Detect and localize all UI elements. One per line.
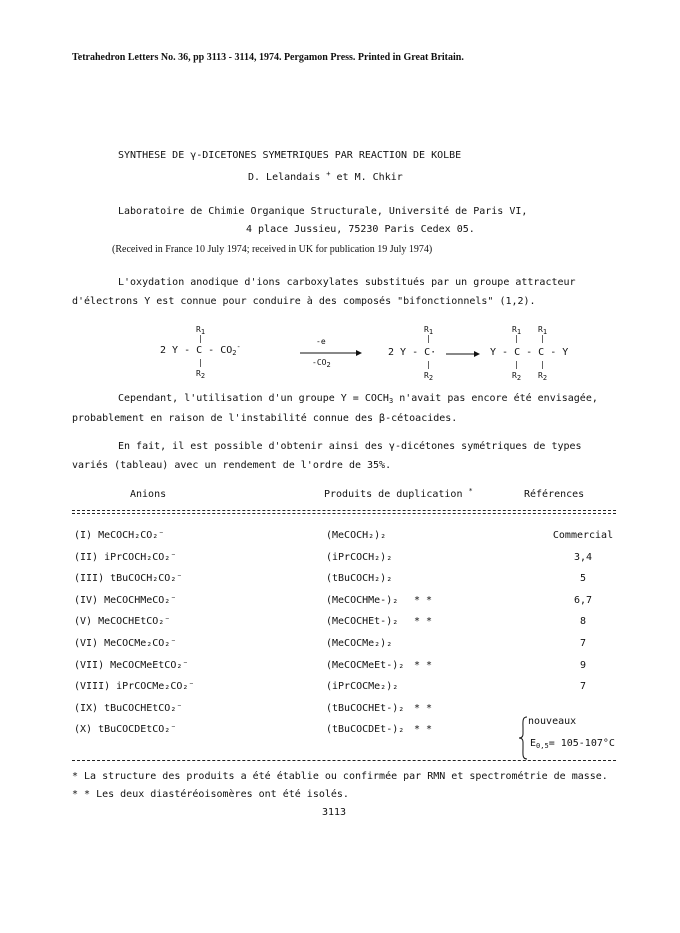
cell-anion: (VII) MeCOCMeEtCO₂⁻ (74, 659, 189, 671)
cell-product: (tBuCOCH₂)₂ (326, 573, 393, 585)
authors (248, 172, 403, 183)
r1-label-d: $R_1$ (538, 325, 548, 336)
r1-label-a: $R_1$ (196, 325, 206, 336)
cell-product: (MeCOCMeEt-)₂ (326, 659, 405, 671)
para3-line2: variés (tableau) avec un rendement de l'ordre de 35%. (72, 460, 392, 471)
bond-up-d: | (540, 334, 545, 343)
cell-product: (MeCOCHMe-)₂ (326, 594, 399, 606)
cell-product: (iPrCOCH₂)₂ (326, 551, 393, 563)
para2-line1: Cependant, l'utilisation d'un groupe $Y = COCH_3$ n'avait pas encore été envisagée, (118, 393, 598, 405)
author-2: et M. Chkir (336, 172, 403, 183)
bond-up-c: | (514, 334, 519, 343)
table-row (74, 660, 614, 680)
arrow-top-label: -e (316, 337, 326, 346)
brace-note-new: nouveaux (528, 716, 577, 727)
table-row (74, 573, 614, 593)
cell-mark: * * (414, 724, 433, 736)
cell-reference: 7 (579, 681, 587, 693)
footnote-2: * * Les deux diastéréoisomères ont été isolés. (72, 789, 349, 800)
r2-label-c: $R_2$ (512, 371, 522, 382)
cell-reference: 5 (579, 573, 587, 585)
bond-down-c: | (514, 360, 519, 369)
cell-product: (iPrCOCMe₂)₂ (326, 681, 399, 693)
author-mark: + (326, 170, 331, 178)
table-rule-bottom (72, 760, 616, 761)
page-number: 3113 (322, 807, 347, 818)
table-row (74, 616, 614, 636)
cell-mark: * * (414, 659, 433, 671)
bond-down-b: | (426, 360, 431, 369)
cell-reference: 8 (579, 616, 587, 628)
para1-line1: L'oxydation anodique d'ions carboxylates substitués par un groupe attracteur (118, 277, 576, 288)
r2-label-a: $R_2$ (196, 369, 206, 380)
reaction-arrow (300, 349, 362, 357)
table-row (74, 681, 614, 701)
bond-down-a: | (198, 358, 203, 367)
table-row (74, 595, 614, 615)
cell-anion: (I) MeCOCH₂CO₂⁻ (74, 530, 165, 541)
para3-line1: En fait, il est possible d'obtenir ainsi des γ-dicétones symétriques de types (118, 441, 582, 452)
affiliation-line-2: 4 place Jussieu, 75230 Paris Cedex 05. (246, 224, 475, 235)
cell-anion: (VIII) iPrCOCMe₂CO₂⁻ (74, 681, 195, 693)
para1-line2: d'électrons Y est connue pour conduire à des composés "bifonctionnels" (1,2). (72, 296, 536, 307)
cell-reference: Commercial (552, 530, 614, 541)
cell-anion: (IV) MeCOCHMeCO₂⁻ (74, 594, 177, 606)
r2-label-b: $R_2$ (424, 371, 434, 382)
received-line: (Received in France 10 July 1974; received in UK for publication 19 July 1974) (112, 244, 433, 255)
brace-note-bp: $E_{0,5}= 105-107^\circ C$ (530, 738, 615, 750)
radical-formula: 2 Y - C· (388, 347, 437, 358)
cell-reference: 6,7 (573, 594, 593, 606)
cell-product: (tBuCOCDEt-)₂ (326, 724, 405, 736)
cell-reference: 3,4 (573, 551, 593, 563)
paper-title: SYNTHESE DE γ-DICETONES SYMETRIQUES PAR REACTION DE KOLBE (118, 150, 462, 161)
cell-anion: (III) tBuCOCH₂CO₂⁻ (74, 573, 183, 585)
para2-line2: probablement en raison de l'instabilité connue des β-cétoacides. (72, 413, 458, 424)
col-header-references: Références (524, 489, 585, 500)
cell-anion: (II) iPrCOCH₂CO₂⁻ (74, 551, 177, 563)
cell-anion: (V) MeCOCHEtCO₂⁻ (74, 616, 171, 628)
bond-up-a: | (198, 334, 203, 343)
arrow-bottom-label: $-CO_2$ (312, 358, 331, 369)
table-row (74, 530, 614, 550)
table-rule-top-2 (72, 513, 616, 514)
cell-reference: 7 (579, 638, 587, 649)
cell-mark: * * (414, 594, 433, 606)
cell-anion: (X) tBuCOCDEtCO₂⁻ (74, 724, 177, 736)
cell-anion: (VI) MeCOCMe₂CO₂⁻ (74, 638, 177, 649)
affiliation-line-1: Laboratoire de Chimie Organique Structurale, Université de Paris VI, (118, 206, 528, 217)
cell-product: (MeCOCH₂)₂ (326, 530, 387, 541)
anion-formula: 2 Y - C - $CO_2^-$ (160, 343, 241, 357)
coupling-arrow (446, 350, 480, 358)
cell-mark: * * (414, 616, 433, 628)
col-header-anions: Anions (130, 489, 167, 500)
journal-header: Tetrahedron Letters No. 36, pp 3113 - 3114, 1974. Pergamon Press. Printed in Great Britain. (72, 52, 464, 63)
r2-label-d: $R_2$ (538, 371, 548, 382)
cell-anion: (IX) tBuCOCHEtCO₂⁻ (74, 702, 183, 714)
author-1: D. Lelandais (248, 172, 321, 183)
dimer-formula: Y - C - C - Y (490, 347, 569, 358)
table-row (74, 552, 614, 572)
table-row (74, 638, 614, 658)
col-header-products: Produits de duplication * (324, 487, 473, 500)
cell-product: (MeCOCMe₂)₂ (326, 638, 393, 649)
r1-label-c: $R_1$ (512, 325, 522, 336)
cell-reference: 9 (579, 659, 587, 671)
cell-product: (MeCOCHEt-)₂ (326, 616, 399, 628)
cell-product: (tBuCOCHEt-)₂ (326, 702, 405, 714)
r1-label-b: $R_1$ (424, 325, 434, 336)
table-rule-top (72, 510, 616, 511)
footnote-1: * La structure des produits a été établie ou confirmée par RMN et spectrométrie de masse. (72, 771, 608, 782)
cell-mark: * * (414, 702, 433, 714)
brace-icon (518, 716, 528, 760)
bond-up-b: | (426, 334, 431, 343)
bond-down-d: | (540, 360, 545, 369)
